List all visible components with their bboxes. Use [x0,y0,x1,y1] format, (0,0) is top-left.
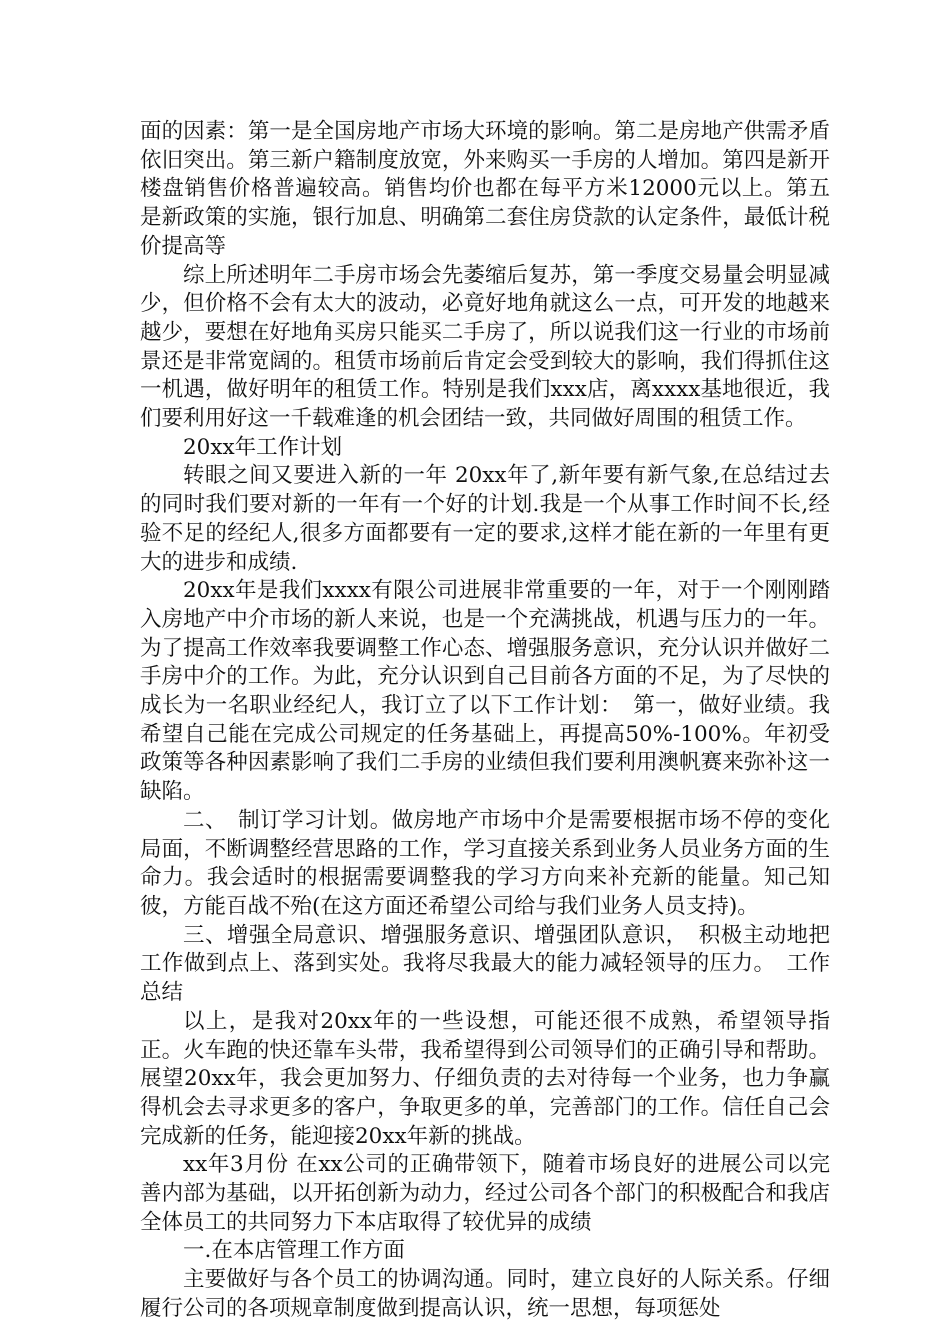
paragraph-6: 二、 制订学习计划。做房地产市场中介是需要根据市场不停的变化局面，不断调整经营思路的工作，学习直接关系到业务人员业务方面的生命力。我会适时的根据需要调整我的学习方向来补充新的能量。知己知彼，方能百战不殆(在这方面还希望公司给与我们业务人员支持)。 [140,807,830,919]
paragraph-8: 以上，是我对20xx年的一些设想，可能还很不成熟，希望领导指正。火车跑的快还靠车头带，我希望得到公司领导们的正确引导和帮助。展望20xx年，我会更加努力、仔细负责的去对待每一个业务，也力争赢得机会去寻求更多的客户，争取更多的单，完善部门的工作。信任自己会完成新的任务，能迎接20xx年新的挑战。 [140,1008,830,1149]
paragraph-11: 主要做好与各个员工的协调沟通。同时，建立良好的人际关系。仔细履行公司的各项规章制度做到提高认识，统一思想，每项惩处 [140,1267,830,1321]
paragraph-9: xx年3月份 在xx公司的正确带领下，随着市场良好的进展公司以完善内部为基础，以开拓创新为动力，经过公司各个部门的积极配合和我店全体员工的共同努力下本店取得了较优异的成绩 [140,1152,830,1235]
section-heading-work-plan: 20xx年工作计划 [183,434,343,460]
paragraph-5: 20xx年是我们xxxx有限公司进展非常重要的一年，对于一个刚刚踏入房地产中介市场的新人来说，也是一个充满挑战，机遇与压力的一年。为了提高工作效率我要调整工作心态、增强服务意识，充分认识并做好二手房中介的工作。为此，充分认识到自己目前各方面的不足，为了尽快的成长为一名职业经纪人，我订立了以下工作计划： 第一，做好业绩。我希望自己能在完成公司规定的任务基础上，再提高50%-100%。年初受政策等各种因素影响了我们二手房的业绩但我们要利用澳帆赛来弥补这一缺陷。 [140,578,830,805]
document-body [140,118,830,1324]
paragraph-1: 面的因素：第一是全国房地产市场大环境的影响。第二是房地产供需矛盾依旧突出。第三新户籍制度放宽，外来购买一手房的人增加。第四是新开楼盘销售价格普遍较高。销售均价也都在每平方米12000元以上。第五是新政策的实施，银行加息、明确第二套住房贷款的认定条件，最低计税价提高等 [140,119,830,259]
paragraph-4: 转眼之间又要进入新的一年 20xx年了,新年要有新气象,在总结过去的同时我们要对新的一年有一个好的计划.我是一个从事工作时间不长,经验不足的经纪人,很多方面都要有一定的要求,这样才能在新的一年里有更大的进步和成绩. [140,463,830,575]
paragraph-2: 综上所述明年二手房市场会先萎缩后复苏，第一季度交易量会明显减少，但价格不会有太大的波动，必竟好地角就这么一点，可开发的地越来越少，要想在好地角买房只能买二手房了，所以说我们这一行业的市场前景还是非常宽阔的。租赁市场前后肯定会受到较大的影响，我们得抓住这一机遇，做好明年的租赁工作。特别是我们xxx店，离xxxx基地很近，我们要利用好这一千载难逢的机会团结一致，共同做好周围的租赁工作。 [140,262,830,432]
section-heading-store-management: 一.在本店管理工作方面 [183,1238,405,1264]
paragraph-7: 三、增强全局意识、增强服务意识、增强团队意识， 积极主动地把工作做到点上、落到实处。我将尽我最大的能力减轻领导的压力。 工作总结 [140,922,830,1006]
